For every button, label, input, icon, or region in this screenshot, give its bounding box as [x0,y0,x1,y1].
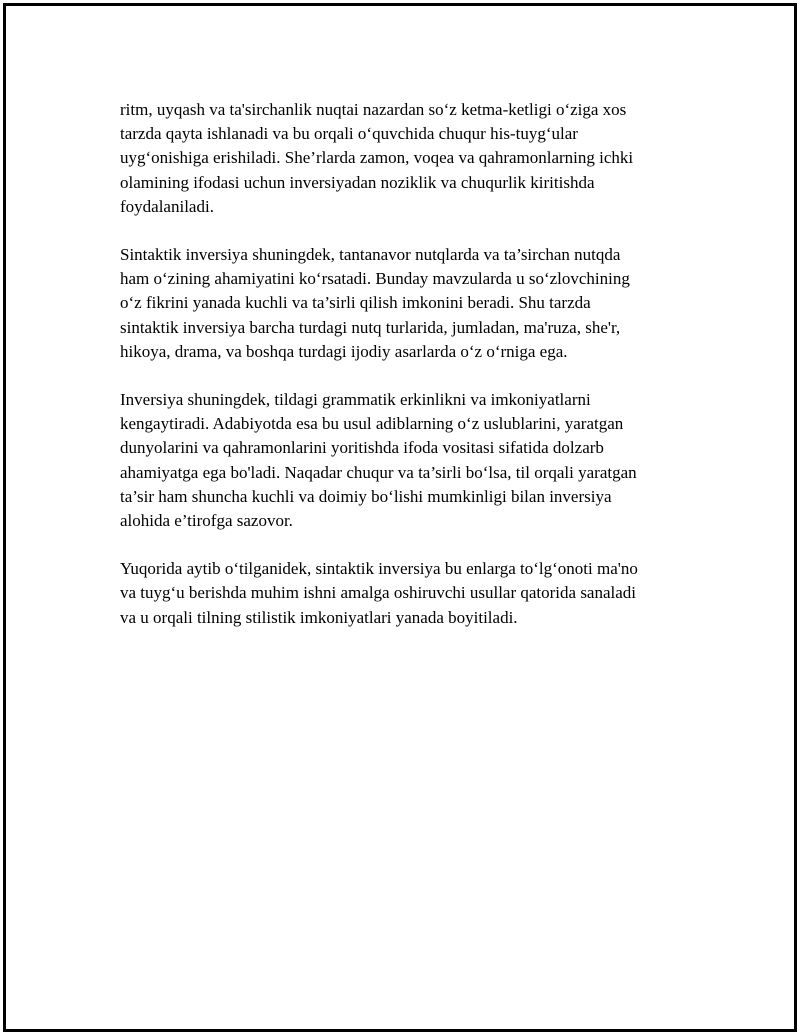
document-body [120,98,700,654]
paragraph-1: ritm, uyqash va ta'sirchanlik nuqtai nazardan so‘z ketma-ketligi o‘ziga xos tarzda qayta ishlanadi va bu orqali o‘quvchida chuqur his-tuyg‘ular uyg‘onishiga erishiladi. She’rlarda zamon, voqea va qahramonlarning ichki olamining ifodasi uchun inversiyadan noziklik va chuqurlik kiritishda foydalaniladi. [120,100,634,216]
paragraph-4: Yuqorida aytib o‘tilganidek, sintaktik inversiya bu enlarga to‘lg‘onoti ma'no va tuyg‘u berishda muhim ishni amalga oshiruvchi usullar qatorida sanaladi va u orqali tilning stilistik imkoniyatlari yanada boyitiladi. [120,559,638,627]
document-page [3,3,797,1032]
paragraph-2: Sintaktik inversiya shuningdek, tantanavor nutqlarda va ta’sirchan nutqda ham o‘zining ahamiyatini ko‘rsatadi. Bunday mavzularda u so‘zlovchining o‘z fikrini yanada kuchli va ta’sirli qilish imkonini beradi. Shu tarzda sintaktik inversiya barcha turdagi nutq turlarida, jumladan, ma'ruza, she'r, hikoya, drama, va boshqa turdagi ijodiy asarlarda o‘z o‘rniga ega. [120,245,630,361]
paragraph-3: Inversiya shuningdek, tildagi grammatik erkinlikni va imkoniyatlarni kengaytiradi. Adabiyotda esa bu usul adiblarning o‘z uslublarini, yaratgan dunyolarini va qahramonlarini yoritishda ifoda vositasi sifatida dolzarb ahamiyatga ega bo'ladi. Naqadar chuqur va ta’sirli bo‘lsa, til orqali yaratgan ta’sir ham shuncha kuchli va doimiy bo‘lishi mumkinligi bilan inversiya alohida e’tirofga sazovor. [120,390,637,531]
